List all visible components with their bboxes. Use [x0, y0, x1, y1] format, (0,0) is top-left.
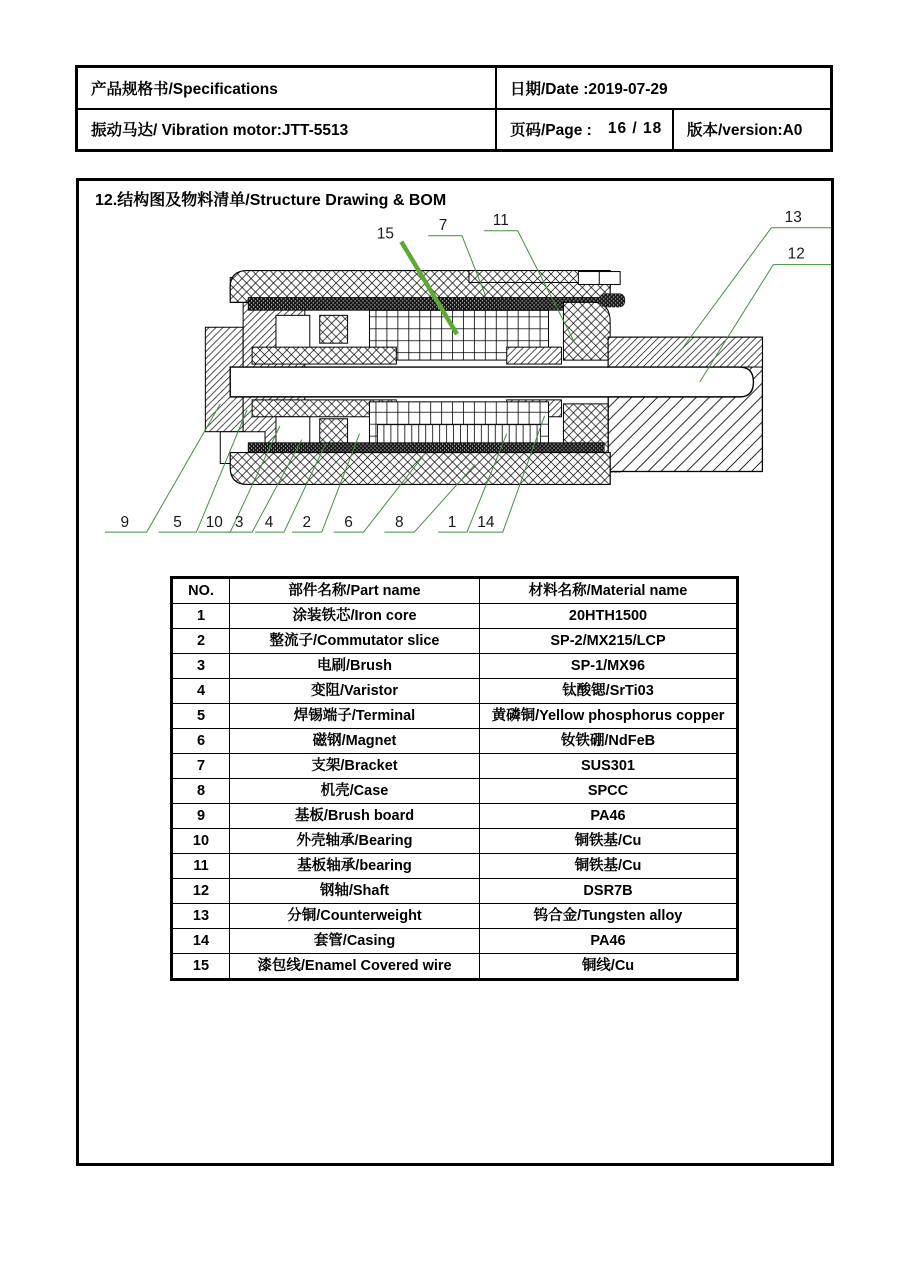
callout-5: 5: [173, 514, 182, 532]
bom-material-name: 钨合金/Tungsten alloy: [480, 904, 738, 929]
bom-material-name: SP-1/MX96: [480, 654, 738, 679]
bom-row: [172, 704, 738, 729]
bom-row: [172, 654, 738, 679]
bom-no: 8: [172, 779, 230, 804]
bom-no: 11: [172, 854, 230, 879]
bom-material-name: PA46: [480, 804, 738, 829]
version-cell: 版本/version:A0: [687, 122, 803, 140]
bom-row: [172, 929, 738, 954]
bom-no: 6: [172, 729, 230, 754]
section-title: 12.结构图及物料清单/Structure Drawing & BOM: [95, 192, 447, 209]
bom-part-name: 支架/Bracket: [230, 754, 480, 779]
casing-sleeve-top: [507, 347, 562, 364]
bom-part-name: 漆包线/Enamel Covered wire: [230, 954, 480, 980]
bom-table-body: [172, 604, 738, 980]
bom-no: 15: [172, 954, 230, 980]
bom-row: [172, 879, 738, 904]
header-row-2: [78, 110, 830, 150]
bom-part-name: 变阻/Varistor: [230, 679, 480, 704]
bom-row: [172, 904, 738, 929]
page-number-cell: [497, 110, 674, 150]
callout-3: 3: [234, 514, 244, 532]
bom-no: 9: [172, 804, 230, 829]
bom-material-name: 钕铁硼/NdFeB: [480, 729, 738, 754]
page-value: 16 / 18: [607, 120, 663, 138]
bom-no: 3: [172, 654, 230, 679]
callout-10: 10: [205, 514, 223, 532]
callout-7: 7: [438, 216, 448, 234]
bom-material-name: SUS301: [480, 754, 738, 779]
bom-no: 5: [172, 704, 230, 729]
bom-row: [172, 804, 738, 829]
bom-row: [172, 779, 738, 804]
callout-12: 12: [787, 245, 805, 263]
bom-part-name: 基板轴承/bearing: [230, 854, 480, 879]
bom-row: [172, 629, 738, 654]
bom-part-name: 钢轴/Shaft: [230, 879, 480, 904]
bom-material-name: 铜线/Cu: [480, 954, 738, 980]
bom-header-part: 部件名称/Part name: [230, 578, 480, 604]
structure-drawing: [81, 197, 837, 552]
bom-no: 4: [172, 679, 230, 704]
callout-6: 6: [344, 514, 353, 532]
bearing-block-top: [320, 315, 348, 343]
document-header-table: [75, 65, 833, 152]
magnet-ring-top: [248, 297, 604, 310]
callout-11: 11: [492, 211, 509, 229]
page-label: 页码/Page :: [510, 122, 592, 140]
bom-part-name: 套管/Casing: [230, 929, 480, 954]
bom-header-no: NO.: [172, 578, 230, 604]
bom-part-name: 涂装铁芯/Iron core: [230, 604, 480, 629]
bom-material-name: SPCC: [480, 779, 738, 804]
bom-row: [172, 854, 738, 879]
callout-15: 15: [376, 225, 394, 243]
callout-8: 8: [395, 514, 404, 532]
bom-part-name: 分铜/Counterweight: [230, 904, 480, 929]
bom-no: 13: [172, 904, 230, 929]
bom-row: [172, 729, 738, 754]
bom-part-name: 磁钢/Magnet: [230, 729, 480, 754]
bom-part-name: 电刷/Brush: [230, 654, 480, 679]
bom-row: [172, 829, 738, 854]
callout-13: 13: [784, 208, 802, 226]
callout-4: 4: [264, 514, 274, 532]
grommet-top: [563, 302, 610, 360]
bracket-strip: [469, 271, 596, 283]
bom-part-name: 整流子/Commutator slice: [230, 629, 480, 654]
bom-header-material: 材料名称/Material name: [480, 578, 738, 604]
leader-line-13: [682, 228, 831, 349]
bom-part-name: 基板/Brush board: [230, 804, 480, 829]
bom-no: 12: [172, 879, 230, 904]
bom-row: [172, 679, 738, 704]
callout-2: 2: [302, 514, 312, 532]
bom-material-name: DSR7B: [480, 879, 738, 904]
content-frame: [76, 178, 834, 1166]
bom-material-name: 20HTH1500: [480, 604, 738, 629]
bom-part-name: 焊锡端子/Terminal: [230, 704, 480, 729]
bom-material-name: 黄磷铜/Yellow phosphorus copper: [480, 704, 738, 729]
shaft-collar-top: [252, 347, 396, 364]
bom-row: [172, 954, 738, 980]
bom-header-row: [172, 578, 738, 604]
grommet-seal-top: [599, 293, 625, 307]
bom-no: 7: [172, 754, 230, 779]
bom-no: 14: [172, 929, 230, 954]
bom-row: [172, 754, 738, 779]
case-bottom: [230, 453, 610, 485]
bom-material-name: 铜铁基/Cu: [480, 854, 738, 879]
bom-no: 1: [172, 604, 230, 629]
bom-part-name: 机壳/Case: [230, 779, 480, 804]
bom-table: [170, 576, 739, 981]
commutator-comb: [377, 425, 540, 445]
motor-model-cell: 振动马达/ Vibration motor:JTT-5513: [78, 110, 497, 150]
callout-14: 14: [477, 514, 495, 532]
motor-cross-section: [205, 271, 762, 485]
bom-material-name: 钛酸锶/SrTi03: [480, 679, 738, 704]
date-cell: 日期/Date :2019-07-29: [510, 80, 668, 98]
bom-no: 2: [172, 629, 230, 654]
header-row-1: [78, 68, 830, 110]
shaft: [230, 367, 753, 397]
bom-material-name: SP-2/MX215/LCP: [480, 629, 738, 654]
callout-9: 9: [120, 514, 130, 532]
bom-material-name: PA46: [480, 929, 738, 954]
counterweight-top-slab: [608, 337, 762, 367]
bom-material-name: 铜铁基/Cu: [480, 829, 738, 854]
bom-row: [172, 604, 738, 629]
callout-1: 1: [447, 514, 457, 532]
bom-no: 10: [172, 829, 230, 854]
leader-line-9: [105, 404, 220, 532]
spec-title-cell: 产品规格书/Specifications: [78, 68, 497, 108]
bom-part-name: 外壳轴承/Bearing: [230, 829, 480, 854]
